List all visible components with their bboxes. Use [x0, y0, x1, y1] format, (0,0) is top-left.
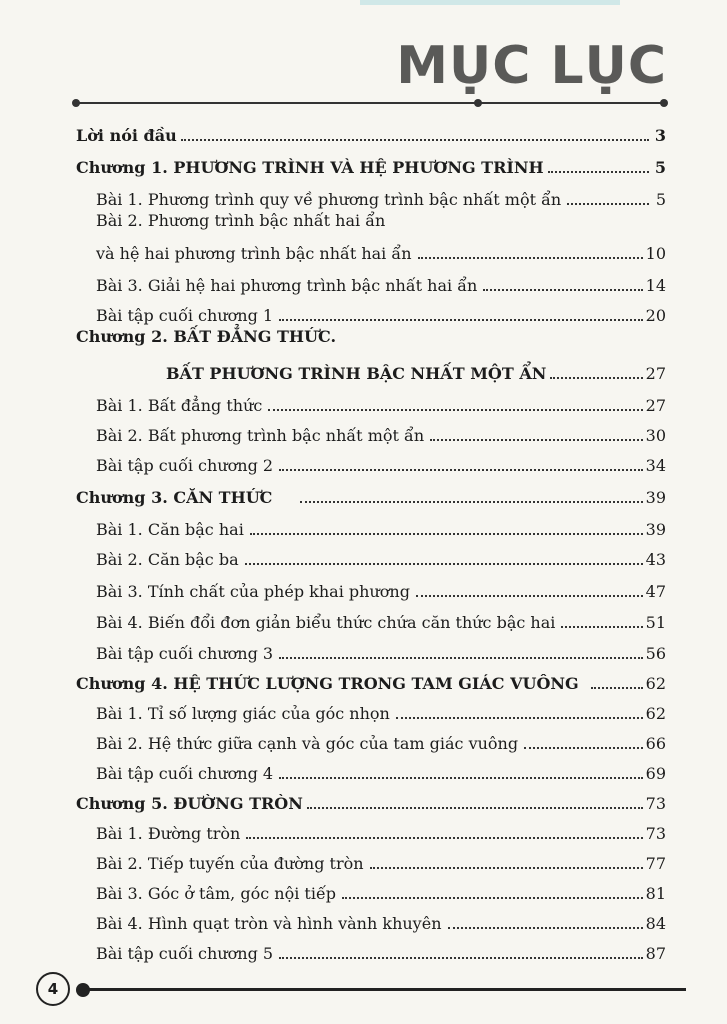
dot-leader	[342, 897, 643, 899]
footer-rule	[86, 988, 686, 991]
toc-entry-review[interactable]	[0, 296, 727, 326]
dot-leader	[279, 777, 643, 779]
toc-entry-label: Bài tập cuối chương 5	[96, 944, 274, 963]
toc-entry-page: 14	[645, 276, 666, 295]
toc-entry-label: Bài 3. Tính chất của phép khai phương	[96, 582, 410, 601]
toc-entry-page: 77	[645, 854, 666, 873]
toc-entry-label: Bài tập cuối chương 3	[96, 644, 274, 663]
toc-entry-label: Lời nói đầu	[76, 126, 177, 145]
toc-entry-label: Bài 1. Bất đẳng thức	[96, 396, 263, 415]
toc-entry-page: 3	[654, 126, 666, 145]
toc-entry-lesson[interactable]	[0, 266, 727, 296]
dot-leader	[561, 626, 642, 628]
toc-entry-page: 39	[645, 520, 666, 539]
dot-leader	[524, 747, 643, 749]
dot-leader	[279, 469, 643, 471]
rule-dot	[660, 99, 668, 107]
toc-entry-label: Bài 1. Phương trình quy về phương trình bậc nhất một ẩn	[96, 190, 562, 209]
toc-entry-label: Bài 1. Đường tròn	[96, 824, 241, 843]
toc-entry-label: Bài 2. Bất phương trình bậc nhất một ẩn	[96, 426, 425, 445]
dot-leader	[181, 139, 649, 141]
dot-leader	[245, 563, 643, 565]
toc-entry-lesson[interactable]	[0, 874, 727, 904]
page-number: 4	[36, 972, 70, 1006]
toc-entry-page: 62	[645, 704, 666, 723]
footer-dot	[76, 983, 90, 997]
toc-entry-page: 69	[645, 764, 666, 783]
toc-entry-chapter-4[interactable]	[0, 664, 727, 694]
toc-entry-label: Bài tập cuối chương 4	[96, 764, 274, 783]
toc-entry-lesson[interactable]	[0, 603, 727, 633]
toc-entry-page: 20	[645, 306, 666, 325]
dot-leader	[448, 927, 643, 929]
dot-leader	[430, 439, 643, 441]
toc-entry-chapter-1[interactable]	[0, 148, 727, 178]
toc-entry-label: Bài 1. Tỉ số lượng giác của góc nhọn	[96, 704, 390, 723]
toc-entry-page: 47	[645, 582, 666, 601]
toc-entry-label: Bài 1. Căn bậc hai	[96, 520, 244, 539]
dot-leader	[268, 409, 642, 411]
toc-entry-label-line1: Chương 2. BẤT ĐẲNG THỨC.	[76, 327, 337, 346]
toc-entry-page: 62	[645, 674, 666, 693]
toc-entry-label: Bài tập cuối chương 2	[96, 456, 274, 475]
dot-leader	[567, 203, 649, 205]
toc-entry-lesson[interactable]	[0, 724, 727, 754]
toc-entry-page: 87	[645, 944, 666, 963]
toc-entry-label: Chương 3. CĂN THỨC	[76, 488, 273, 507]
toc-entry-lesson[interactable]	[0, 180, 727, 210]
toc-entry-page: 10	[645, 244, 666, 263]
toc-entry-lesson[interactable]	[0, 814, 727, 844]
title-rule	[75, 102, 665, 104]
toc-entry-label: Bài 2. Căn bậc ba	[96, 550, 239, 569]
toc-entry-label-line1: Bài 2. Phương trình bậc nhất hai ẩn	[96, 211, 386, 230]
dot-leader	[416, 595, 643, 597]
dot-leader	[591, 687, 643, 689]
toc-entry-label: Chương 5. ĐƯỜNG TRÒN	[76, 794, 303, 813]
dot-leader	[548, 171, 649, 173]
toc-entry-lesson[interactable]	[0, 540, 727, 570]
toc-entry-label: Chương 1. PHƯƠNG TRÌNH VÀ HỆ PHƯƠNG TRÌNH	[76, 158, 544, 177]
toc-entry-preface[interactable]	[0, 116, 727, 146]
toc-entry-chapter-5[interactable]	[0, 784, 727, 814]
rule-dot	[72, 99, 80, 107]
toc-entry-label: Bài 2. Tiếp tuyến của đường tròn	[96, 854, 364, 873]
dot-leader	[246, 837, 642, 839]
toc-entry-page: 34	[645, 456, 666, 475]
dot-leader	[550, 377, 642, 379]
toc-entry-page: 5	[655, 190, 666, 209]
toc-entry-page: 73	[645, 794, 666, 813]
toc-entry-label: Bài 3. Góc ở tâm, góc nội tiếp	[96, 884, 337, 903]
toc-entry-label: và hệ hai phương trình bậc nhất hai ẩn	[96, 244, 412, 263]
dot-leader	[279, 319, 643, 321]
dot-leader	[279, 957, 643, 959]
toc-entry-chapter-2[interactable]	[0, 354, 727, 384]
toc-entry-lesson[interactable]	[0, 386, 727, 416]
toc-entry-review[interactable]	[0, 634, 727, 664]
toc-entry-chapter-3[interactable]	[0, 478, 727, 508]
toc-entry-lesson[interactable]	[0, 844, 727, 874]
dot-leader	[418, 257, 643, 259]
toc-entry-page: 39	[645, 488, 666, 507]
toc-entry-review[interactable]	[0, 754, 727, 784]
toc-entry-label: Chương 4. HỆ THỨC LƯỢNG TRONG TAM GIÁC VUÔNG	[76, 674, 579, 693]
dot-leader	[307, 807, 643, 809]
toc-entry-label: Bài 4. Hình quạt tròn và hình vành khuyên	[96, 914, 442, 933]
toc-entry-page: 43	[645, 550, 666, 569]
toc-entry-label: BẤT PHƯƠNG TRÌNH BẬC NHẤT MỘT ẨN	[166, 364, 547, 383]
toc-entry-lesson[interactable]	[0, 510, 727, 540]
toc-entry-label: Bài 3. Giải hệ hai phương trình bậc nhất hai ẩn	[96, 276, 478, 295]
top-color-strip	[360, 0, 620, 5]
page-title: MỤC LỤC	[396, 36, 667, 96]
toc-entry-page: 30	[645, 426, 666, 445]
dot-leader	[370, 867, 643, 869]
toc-entry-review[interactable]	[0, 934, 727, 964]
dot-leader	[300, 501, 642, 503]
toc-entry-lesson[interactable]	[0, 904, 727, 934]
toc-entry-lesson[interactable]	[0, 416, 727, 446]
toc-entry-label: Bài tập cuối chương 1	[96, 306, 274, 325]
toc-entry-label: Bài 4. Biến đổi đơn giản biểu thức chứa căn thức bậc hai	[96, 613, 556, 632]
rule-dot	[474, 99, 482, 107]
toc-entry-page: 66	[645, 734, 666, 753]
dot-leader	[396, 717, 643, 719]
dot-leader	[250, 533, 643, 535]
toc-entry-page: 51	[645, 613, 666, 632]
toc-entry-label: Bài 2. Hệ thức giữa cạnh và góc của tam giác vuông	[96, 734, 519, 753]
toc-entry-page: 84	[645, 914, 666, 933]
toc-entry-lesson[interactable]	[0, 572, 727, 602]
dot-leader	[279, 657, 643, 659]
toc-entry-page: 5	[654, 158, 666, 177]
dot-leader	[483, 289, 642, 291]
toc-entry-page: 73	[645, 824, 666, 843]
toc-entry-page: 27	[645, 396, 666, 415]
toc-entry-page: 81	[645, 884, 666, 903]
toc-entry-lesson[interactable]	[0, 694, 727, 724]
toc-entry-page: 27	[645, 364, 666, 383]
toc-entry-lesson[interactable]	[0, 234, 727, 264]
toc-entry-review[interactable]	[0, 446, 727, 476]
toc-entry-page: 56	[645, 644, 666, 663]
